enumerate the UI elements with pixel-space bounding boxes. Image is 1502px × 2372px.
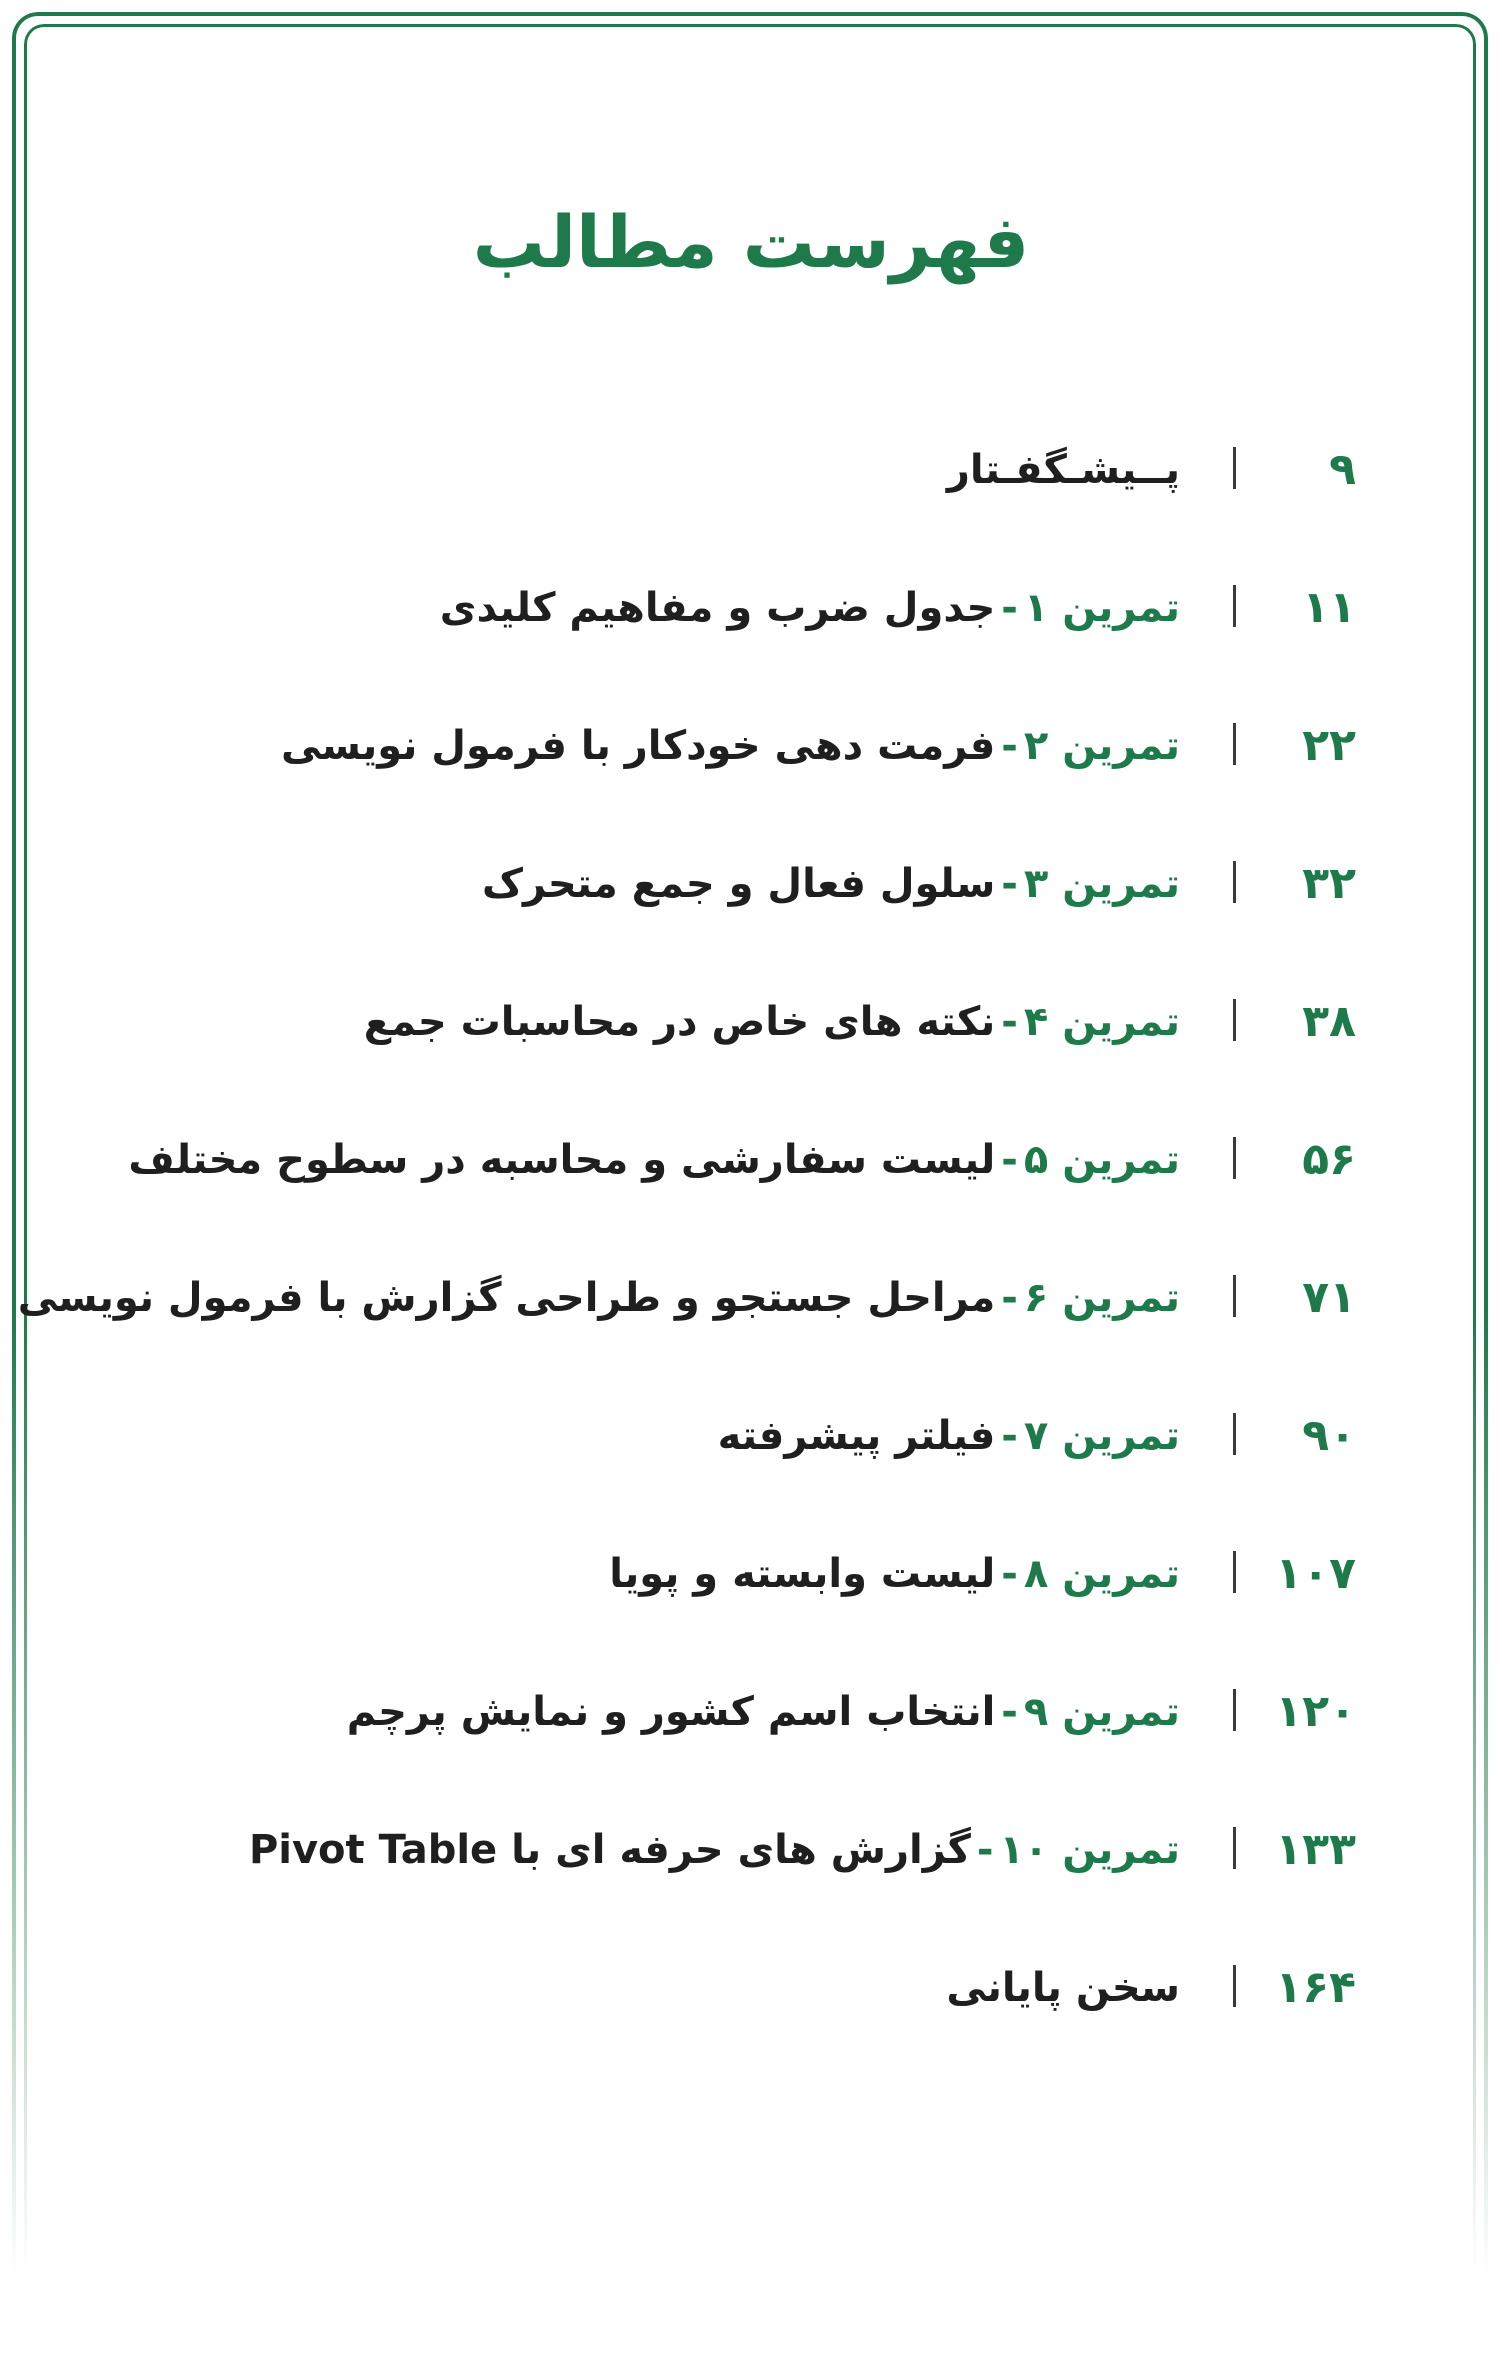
toc-entry-exercise-10[interactable] (0, 1805, 1502, 1943)
entry-title (249, 1805, 1180, 1895)
entry-text: جدول ضرب و مفاهیم کلیدی (439, 585, 996, 631)
toc-entry-exercise-3[interactable] (0, 839, 1502, 977)
entry-text: سلول فعال و جمع متحرک (482, 861, 996, 907)
page-number: ۱۰۷ (1275, 1548, 1356, 1599)
toc-entry-exercise-4[interactable] (0, 977, 1502, 1115)
exercise-label: تمرین ۹ (1023, 1689, 1180, 1735)
separator (1233, 1413, 1236, 1455)
page-number: ۵۶ (1302, 1134, 1356, 1185)
exercise-label: تمرین ۱ (1023, 585, 1180, 631)
exercise-label: تمرین ۶ (1023, 1275, 1180, 1321)
toc-entry-exercise-6[interactable] (0, 1253, 1502, 1391)
separator (1233, 999, 1236, 1041)
entry-title (718, 1391, 1180, 1481)
dash: - (1001, 999, 1018, 1045)
page-number: ۱۶۴ (1275, 1962, 1356, 2013)
separator (1233, 861, 1236, 903)
entry-title (440, 563, 1180, 653)
entry-text: مراحل جستجو و طراحی گزارش با فرمول نویسی (17, 1275, 996, 1321)
separator (1233, 723, 1236, 765)
page-number: ۳۲ (1302, 858, 1356, 909)
dash: - (1001, 1551, 1018, 1597)
dash: - (1001, 585, 1018, 631)
toc-entry-exercise-8[interactable] (0, 1529, 1502, 1667)
toc-entry-exercise-5[interactable] (0, 1115, 1502, 1253)
separator (1233, 1551, 1236, 1593)
entry-text: پــیشـگفـتار (946, 447, 1180, 493)
dash: - (1001, 723, 1018, 769)
entry-text: انتخاب اسم کشور و نمایش پرچم (346, 1689, 996, 1735)
toc-entry-exercise-2[interactable] (0, 701, 1502, 839)
toc-entry-exercise-9[interactable] (0, 1667, 1502, 1805)
dash: - (976, 1827, 994, 1873)
entry-title (347, 1667, 1180, 1757)
page-number: ۹۰ (1302, 1410, 1356, 1461)
page-number: ۷۱ (1302, 1272, 1356, 1323)
dash: - (1001, 1689, 1018, 1735)
entry-text: نکته های خاص در محاسبات جمع (363, 999, 996, 1045)
toc-entry-epilogue[interactable] (0, 1943, 1502, 2081)
entry-title (609, 1529, 1180, 1619)
separator (1233, 1827, 1236, 1869)
page-number: ۱۲۰ (1275, 1686, 1356, 1737)
entry-text: گزارش های حرفه ای با Pivot Table (248, 1827, 971, 1873)
entry-text: لیست وابسته و پویا (609, 1551, 996, 1597)
separator (1233, 585, 1236, 627)
page-number: ۱۳۳ (1275, 1824, 1356, 1875)
exercise-label: تمرین ۳ (1023, 861, 1180, 907)
separator (1233, 1689, 1236, 1731)
entry-title (482, 839, 1180, 929)
toc-entry-preface[interactable] (0, 425, 1502, 563)
toc-entry-exercise-1[interactable] (0, 563, 1502, 701)
exercise-label: تمرین ۴ (1023, 999, 1180, 1045)
entry-text: سخن پایانی (946, 1965, 1180, 2011)
page-number: ۱۱ (1302, 582, 1356, 633)
exercise-label: تمرین ۵ (1023, 1137, 1180, 1183)
toc-entry-exercise-7[interactable] (0, 1391, 1502, 1529)
entry-text: فیلتر پیشرفته (717, 1413, 996, 1459)
entry-title (18, 1253, 1180, 1343)
dash: - (1001, 1275, 1018, 1321)
page-number: ۹ (1329, 444, 1356, 495)
entry-title (364, 977, 1180, 1067)
page-number: ۲۲ (1302, 720, 1356, 771)
separator (1233, 1137, 1236, 1179)
separator (1233, 1965, 1236, 2007)
entry-title (281, 701, 1180, 791)
exercise-label: تمرین ۷ (1023, 1413, 1180, 1459)
dash: - (1001, 1137, 1018, 1183)
separator (1233, 1275, 1236, 1317)
exercise-label: تمرین ۲ (1023, 723, 1180, 769)
page-number: ۳۸ (1302, 996, 1356, 1047)
entry-text: فرمت دهی خودکار با فرمول نویسی (281, 723, 996, 769)
table-of-contents (0, 425, 1502, 2081)
entry-title (128, 1115, 1180, 1205)
exercise-label: تمرین ۱۰ (999, 1827, 1180, 1873)
entry-title (946, 1943, 1180, 2033)
dash: - (1001, 861, 1018, 907)
dash: - (1001, 1413, 1018, 1459)
separator (1233, 447, 1236, 489)
page-title: فهرست مطالب (472, 200, 1030, 284)
exercise-label: تمرین ۸ (1023, 1551, 1180, 1597)
entry-text: لیست سفارشی و محاسبه در سطوح مختلف (128, 1137, 996, 1183)
entry-title (947, 425, 1180, 515)
